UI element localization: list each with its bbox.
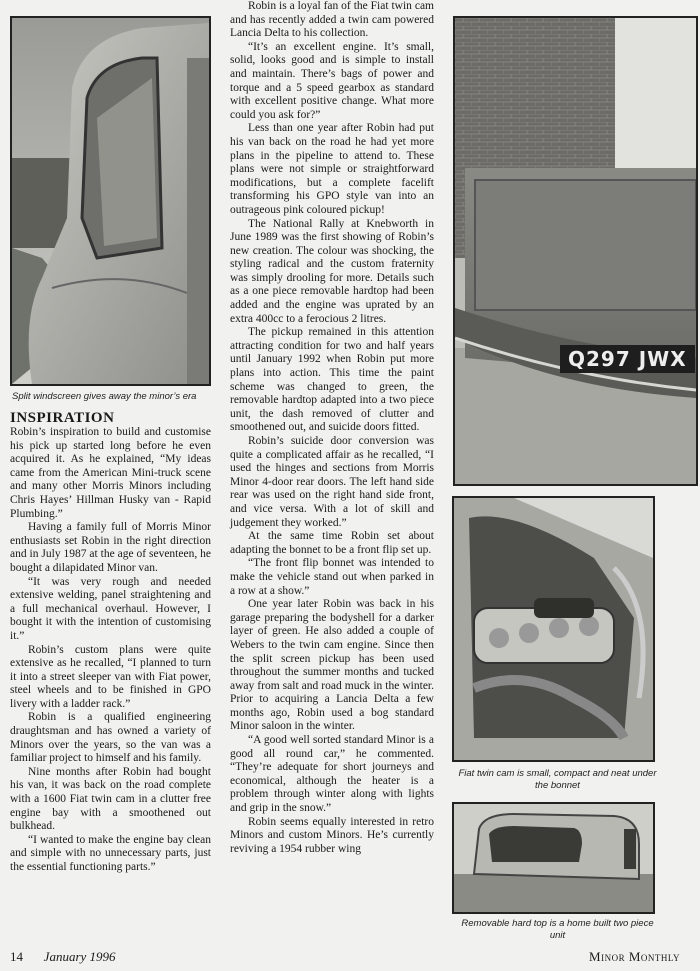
footer-left — [10, 949, 116, 965]
paragraph: Robin seems equally interested in retro Minors and custom Minors. He’s currently reviving a 1954 rubber wing — [230, 815, 434, 855]
footer-right — [589, 949, 680, 965]
paragraph: “The front flip bonnet was intended to make the vehicle stand out when parked in a row at a show.” — [230, 557, 434, 597]
column-2 — [230, 0, 434, 856]
windscreen-caption: Split windscreen gives away the minor’s era — [12, 391, 197, 402]
hardtop-photo — [452, 802, 655, 914]
paragraph: One year later Robin was back in his garage preparing the bodyshell for a darker layer of green. He also added a couple of Webers to the twin cam engine. Since then the split screen pickup has been used throughout the summer months and tucked away from salt and road muck in the winter. Prior to acquiring a Lancia Delta a few months ago, Robin used a bog standard Minor saloon in the winter. — [230, 598, 434, 733]
hardtop-illustration — [454, 804, 653, 912]
paragraph: Robin’s inspiration to build and customise his pick up started long before he even acquired it. As he explained, “My ideas came from the American Mini-truck scene and many other Morris Minors including Chris Hayes’ Hillman Husky van - Rapid Plumbing.” — [10, 426, 211, 520]
rear-pickup-illustration — [455, 18, 696, 484]
paragraph: Robin’s suicide door conversion was quite a complicated affair as he recalled, “I used the hinges and sections from Morris Minor 4-door rear doors. The left hand side rear was used on the right hand side front, and vice versa. With a lot of skill and judgement they worked.” — [230, 435, 434, 529]
rear-pickup-photo — [453, 16, 698, 486]
paragraph: “It’s an excellent engine. It’s small, solid, looks good and is simple to install and maintain. There’s bags of power and torque and a 5 speed gearbox as standard with excellent positive change. What more could you ask for?” — [230, 40, 434, 121]
engine-photo — [452, 496, 655, 762]
hardtop-caption: Removable hard top is a home built two piece unit — [461, 918, 654, 941]
paragraph: The pickup remained in this attention attracting condition for two and half years until January 1992 when Robin put more plans into action. This time the paint scheme was changed to green, the removable hardtop adapted into a two piece unit, the dash removed of clutter and smoothened out, and suicide doors fitted. — [230, 326, 434, 434]
paragraph: “I wanted to make the engine bay clean and simple with no unnecessary parts, just the essential functioning parts.” — [10, 833, 211, 873]
magazine-name: Minor Monthly — [589, 949, 680, 964]
paragraph: Robin is a qualified engineering draughtsman and has owned a variety of Minors over the years, so the van was a familiar project to himself and his family. — [10, 711, 211, 765]
windscreen-illustration — [12, 18, 209, 384]
paragraph: The National Rally at Knebworth in June 1989 was the first showing of Robin’s new creation. The colour was shocking, the styling radical and the custom fraternity was simply drooling for more. Details such as a one piece removable hardtop had been added and the engine was uprated by an extra 400cc to a ferocious 2 litres. — [230, 217, 434, 325]
paragraph: Having a family full of Morris Minor enthusiasts set Robin in the right direction and in July 1987 at the age of seventeen, he bought a dilapidated Minor van. — [10, 521, 211, 574]
paragraph: Less than one year after Robin had put his van back on the road he had yet more plans in the pipeline to attend to. These plans were not simple or straightforward modifications, but a complete facelift transforming his GPO style van into an outrageous pink coloured pickup! — [230, 122, 434, 216]
engine-caption: Fiat twin cam is small, compact and neat under the bonnet — [458, 768, 657, 791]
paragraph: Robin’s custom plans were quite extensive as he recalled, “I planned to turn it into a street sleeper van with Fiat power, steel wheels and to be finished in GPO livery with a ladder rack.” — [10, 643, 211, 710]
license-plate: Q297 JWX — [560, 345, 695, 373]
page-number: 14 — [10, 949, 23, 964]
paragraph: Robin is a loyal fan of the Fiat twin cam and has recently added a twin cam powered Lancia Delta to his collection. — [230, 0, 434, 40]
paragraph: “A good well sorted standard Minor is a good all round car,” he commented. “They’re adequate for short journeys and economical, although the heater is a problem through winter along with lights and grip in the snow.” — [230, 734, 434, 815]
section-heading: INSPIRATION — [10, 410, 115, 426]
paragraph: “It was very rough and needed extensive welding, panel straightening and a full mechanical overhaul. However, I bought it with the intention of customising it.” — [10, 575, 211, 642]
engine-illustration — [454, 498, 653, 760]
issue-date: January 1996 — [43, 949, 116, 964]
column-1 — [10, 410, 211, 875]
paragraph: Nine months after Robin had bought his van, it was back on the road complete with a 1600 Fiat twin cam in a clutter free engine bay with a smoothened out bulkhead. — [10, 765, 211, 833]
paragraph: At the same time Robin set about adapting the bonnet to be a front flip set up. — [230, 530, 434, 556]
windscreen-photo — [10, 16, 211, 386]
